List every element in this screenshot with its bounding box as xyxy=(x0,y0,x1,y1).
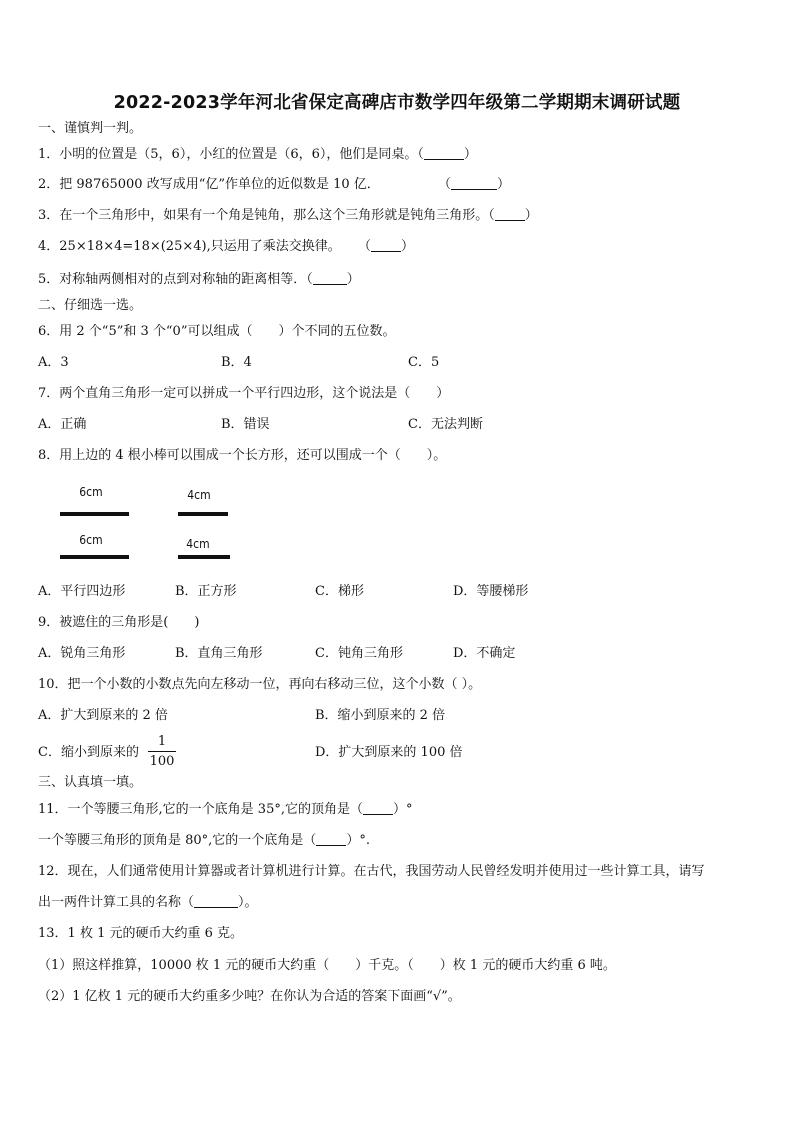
question-5 xyxy=(38,272,360,288)
question-3 xyxy=(38,208,538,224)
option-a[interactable]: A．扩大到原来的 2 倍 xyxy=(38,708,168,723)
option-a[interactable]: A．锐角三角形 xyxy=(38,646,126,661)
question-1 xyxy=(38,147,477,163)
option-d[interactable]: D．不确定 xyxy=(453,646,516,661)
option-b[interactable]: B．缩小到原来的 2 倍 xyxy=(315,708,446,723)
option-c[interactable]: C．无法判断 xyxy=(408,417,483,432)
question-2 xyxy=(38,177,380,193)
stick-4cm xyxy=(178,555,230,559)
paren-close: ）。 xyxy=(238,895,258,910)
stick-6cm xyxy=(60,555,129,559)
question-8: 8．用上边的 4 根小棒可以围成一个长方形，还可以围成一个（ ）。 xyxy=(38,448,447,463)
section-heading-fill: 三、认真填一填。 xyxy=(38,775,143,790)
stick-length-label: 4cm xyxy=(186,537,210,551)
question-2-answer xyxy=(438,177,510,193)
option-a[interactable]: A．平行四边形 xyxy=(38,584,126,599)
paren-close: ） xyxy=(401,239,415,254)
question-7: 7．两个直角三角形一定可以拼成一个平行四边形，这个说法是（ ） xyxy=(38,386,450,401)
question-12-line-2 xyxy=(38,895,258,911)
question-1-text: 1．小明的位置是（5，6），小红的位置是（6，6），他们是同桌。（ xyxy=(38,147,424,162)
option-a[interactable]: A．正确 xyxy=(38,417,87,432)
option-a[interactable]: A．3 xyxy=(38,355,69,370)
option-c[interactable]: C．梯形 xyxy=(315,584,364,599)
option-c[interactable]: C．钝角三角形 xyxy=(315,646,403,661)
stick-4cm xyxy=(178,512,228,516)
option-b[interactable]: B．4 xyxy=(221,355,252,370)
question-10: 10．把一个小数的小数点先向左移动一位，再向右移动三位，这个小数（ ）。 xyxy=(38,677,482,692)
paren-close: ） xyxy=(497,177,511,192)
fraction-denominator: 100 xyxy=(149,754,175,769)
answer-blank[interactable] xyxy=(495,208,525,221)
question-13-part-1: （1）照这样推算，10000 枚 1 元的硬币大约重（ ）千克。（ ）枚 1 元的硬币大约重 6 吨。 xyxy=(38,958,616,973)
option-c[interactable]: C．5 xyxy=(408,355,440,370)
paren-close: ） xyxy=(346,272,360,287)
fraction-one-hundredth xyxy=(148,734,176,769)
question-4-answer xyxy=(358,239,414,255)
option-c[interactable]: C．缩小到原来的 xyxy=(38,745,139,760)
question-11-text: 11．一个等腰三角形,它的一个底角是 35°,它的顶角是（ xyxy=(38,802,363,817)
option-d[interactable]: D．等腰梯形 xyxy=(453,584,529,599)
answer-blank[interactable] xyxy=(313,272,347,285)
paren-close: ） xyxy=(524,208,538,223)
fraction-bar xyxy=(148,751,176,752)
answer-blank[interactable] xyxy=(194,895,238,908)
paren-open: （ xyxy=(358,239,372,254)
paren-close: ）°. xyxy=(346,833,370,848)
question-12-line-1: 12．现在，人们通常使用计算器或者计算机进行计算。在古代，我国劳动人民曾经发明并使用过一些计算工具，请写 xyxy=(38,864,705,879)
question-13: 13．1 枚 1 元的硬币大约重 6 克。 xyxy=(38,926,244,941)
section-heading-judge: 一、谨慎判一判。 xyxy=(38,121,143,136)
page-title: 2022-2023学年河北省保定高碑店市数学四年级第二学期期末调研试题 xyxy=(113,93,681,113)
option-b[interactable]: B．错误 xyxy=(221,417,270,432)
question-5-text: 5．对称轴两侧相对的点到对称轴的距离相等．（ xyxy=(38,272,313,287)
question-11b-text: 一个等腰三角形的顶角是 80°,它的一个底角是（ xyxy=(38,833,317,848)
stick-length-label: 6cm xyxy=(79,533,103,547)
option-b[interactable]: B．直角三角形 xyxy=(175,646,263,661)
paren-open: （ xyxy=(438,177,452,192)
stick-length-label: 4cm xyxy=(187,488,211,502)
question-6: 6．用 2 个“5”和 3 个“0”可以组成（ ）个不同的五位数。 xyxy=(38,324,396,339)
question-13-part-2: （2）1 亿枚 1 元的硬币大约重多少吨？在你认为合适的答案下面画“√”。 xyxy=(38,989,461,1004)
question-4 xyxy=(38,239,341,255)
stick-length-label: 6cm xyxy=(79,485,103,499)
answer-blank[interactable] xyxy=(316,833,346,846)
question-11-part-2 xyxy=(38,833,370,849)
fraction-numerator: 1 xyxy=(157,734,167,749)
answer-blank[interactable] xyxy=(451,177,497,190)
question-4-text: 4．25×18×4=18×(25×4),只运用了乘法交换律。 xyxy=(38,239,341,254)
question-9: 9．被遮住的三角形是( ) xyxy=(38,615,200,630)
question-12-text: 出一两件计算工具的名称（ xyxy=(38,895,195,910)
answer-blank[interactable] xyxy=(424,147,464,160)
question-2-text: 2．把 98765000 改写成用“亿”作单位的近似数是 10 亿． xyxy=(38,177,380,192)
question-3-text: 3．在一个三角形中，如果有一个角是钝角，那么这个三角形就是钝角三角形。（ xyxy=(38,208,495,223)
answer-blank[interactable] xyxy=(371,239,401,252)
stick-6cm xyxy=(60,512,129,516)
question-11-part-1 xyxy=(38,802,413,818)
option-d[interactable]: D．扩大到原来的 100 倍 xyxy=(315,745,463,760)
section-heading-choose: 二、仔细选一选。 xyxy=(38,298,143,313)
option-b[interactable]: B．正方形 xyxy=(175,584,237,599)
paren-close: ） xyxy=(463,147,477,162)
answer-blank[interactable] xyxy=(363,802,393,815)
paren-close: ）° xyxy=(392,802,413,817)
